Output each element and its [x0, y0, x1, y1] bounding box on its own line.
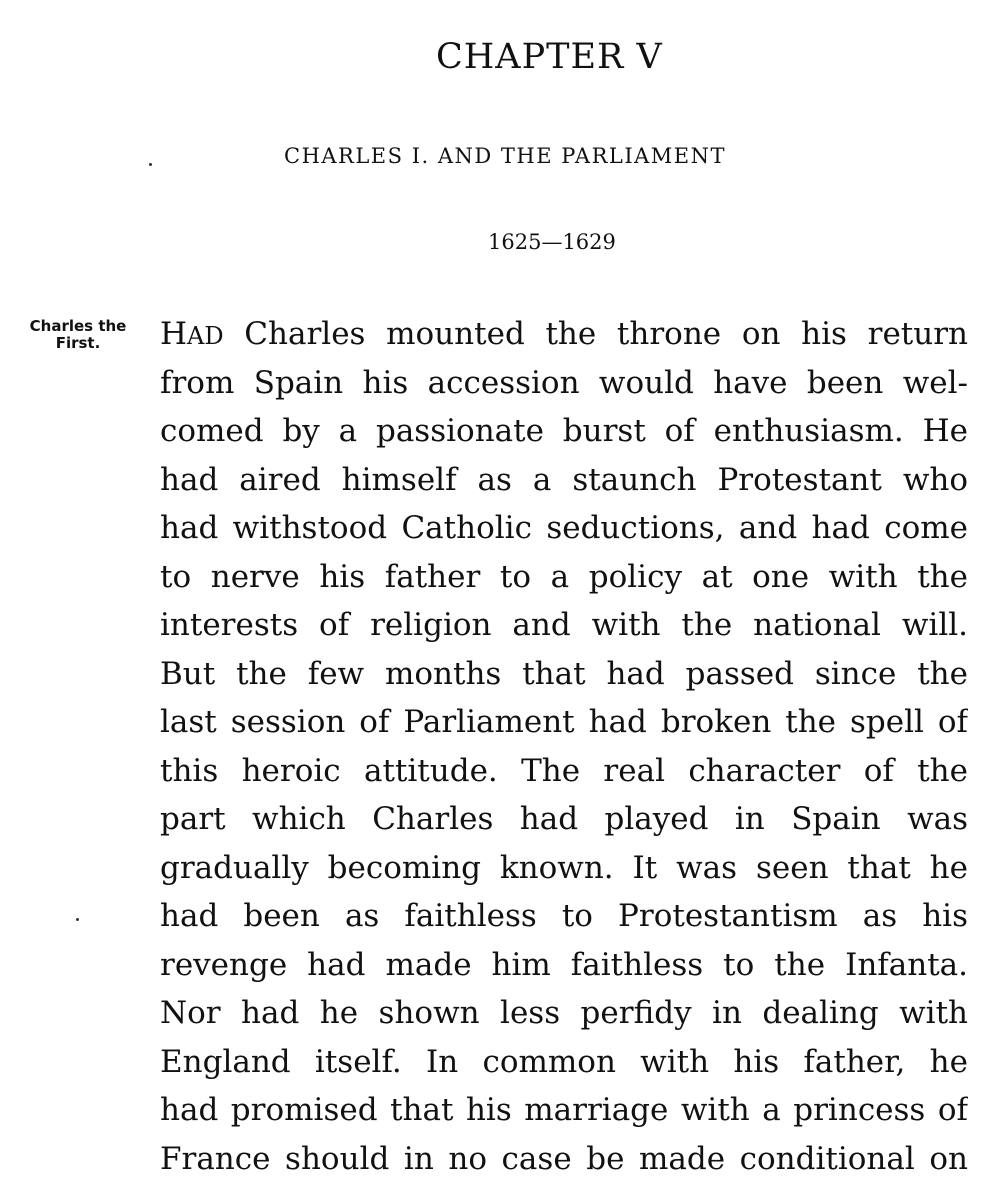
text-line-10: this heroic attitude. The real character of the [160, 752, 968, 789]
text-line-7: interests of religion and with the national will. [160, 607, 968, 643]
text-line-5: had withstood Catholic seductions, and had come [160, 510, 968, 546]
text-line-17: had promised that his marriage with a princess of [160, 1092, 968, 1128]
opening-small-caps: AD [187, 322, 224, 350]
text-line-16: England itself. In common with his father, he [160, 1043, 968, 1080]
opening-initial: H [160, 316, 188, 352]
text-line-3: comed by a passionate burst of enthusiasm. He [160, 413, 968, 449]
text-line-11: part which Charles had played in Spain was [160, 801, 968, 837]
opening-word [160, 316, 224, 352]
chapter-dates: 1625—1629 [488, 230, 616, 254]
margin-note-line-1: Charles the [29, 317, 127, 335]
text-line-1 [160, 310, 968, 359]
body-text [160, 310, 968, 1183]
text-line-13: had been as faithless to Protestantism as his [160, 898, 968, 934]
margin-note [8, 318, 148, 352]
chapter-title: CHARLES I. AND THE PARLIAMENT [284, 144, 727, 168]
speck-mark [76, 918, 79, 921]
text-line-12: gradually becoming known. It was seen that he [160, 849, 968, 886]
text-line-1-rest: Charles mounted the throne on his return [223, 316, 968, 352]
text-line-18: France should in no case be made conditional on [160, 1140, 968, 1177]
text-line-8: But the few months that had passed since the [160, 655, 968, 692]
text-line-14: revenge had made him faithless to the Infanta. [160, 946, 968, 983]
text-line-2: from Spain his accession would have been wel- [160, 364, 968, 401]
margin-note-line-2: First. [55, 334, 101, 352]
text-line-4: had aired himself as a staunch Protestant who [160, 461, 968, 498]
chapter-heading: CHAPTER V [436, 37, 663, 77]
text-line-6: to nerve his father to a policy at one with the [160, 558, 968, 595]
text-line-15: Nor had he shown less perfidy in dealing with [160, 995, 968, 1031]
speck-mark [149, 163, 152, 166]
text-line-9: last session of Parliament had broken the spell of [160, 704, 968, 740]
